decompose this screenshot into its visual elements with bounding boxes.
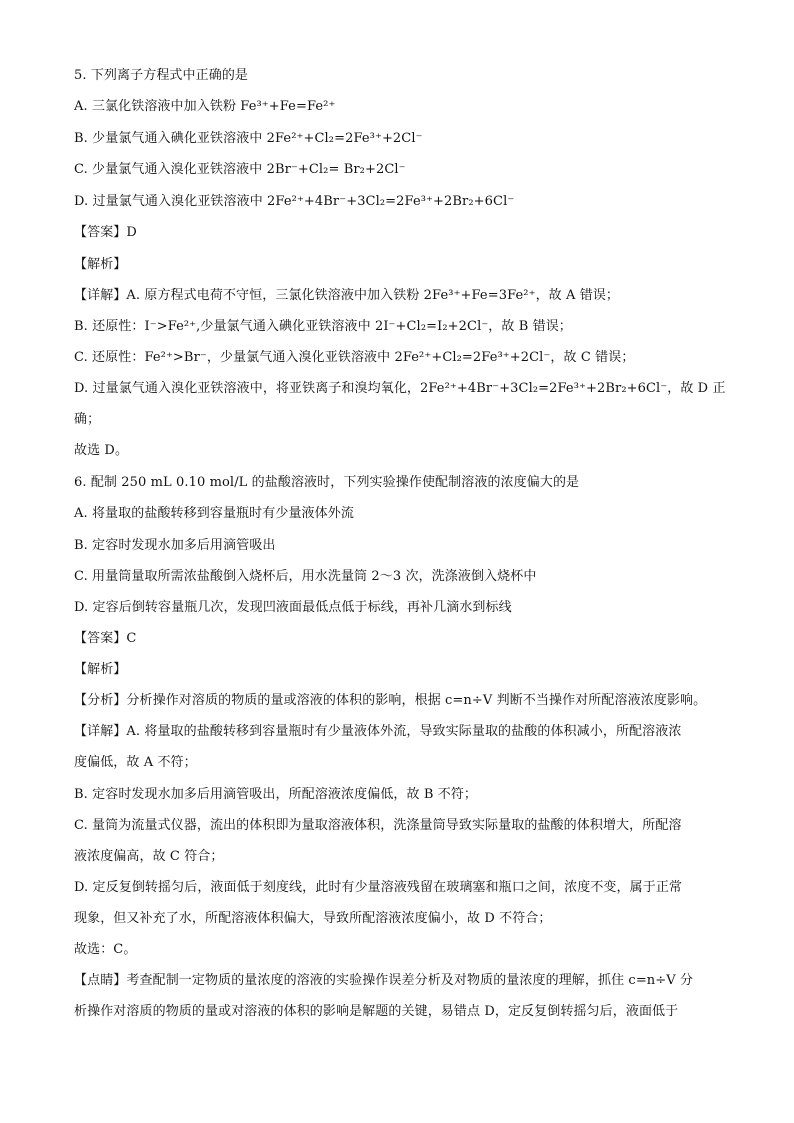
q6-option-b: B. 定容时发现水加多后用滴管吸出 xyxy=(74,538,276,553)
q5-detail-c: C. 还原性：Fe²⁺>Br⁻，少量氯气通入溴化亚铁溶液中 2Fe²⁺+Cl₂=2Fe³⁺+2Cl⁻，故 C 错误； xyxy=(74,350,635,365)
q5-detail-d: D. 过量氯气通入溴化亚铁溶液中，将亚铁离子和溴均氧化，2Fe²⁺+4Br⁻+3Cl₂=2Fe³⁺+2Br₂+6Cl⁻，故 D 正 xyxy=(74,381,726,396)
q5-detail-a: 【详解】A. 原方程式电荷不守恒，三氯化铁溶液中加入铁粉 2Fe³⁺+Fe=3Fe²⁺，故 A 错误； xyxy=(74,288,620,303)
question-6-stem: 6. 配制 250 mL 0.10 mol/L 的盐酸溶液时，下列实验操作使配制溶液的浓度偏大的是 xyxy=(74,475,580,490)
q6-detail-a: 【详解】A. 将量取的盐酸转移到容量瓶时有少量液体外流，导致实际量取的盐酸的体积减小，所配溶液浓 xyxy=(74,724,682,739)
q6-detail-c-cont: 液浓度偏高，故 C 符合； xyxy=(74,849,224,864)
q6-analysis: 【分析】分析操作对溶质的物质的量或溶液的体积的影响，根据 c=n÷V 判断不当操作对所配溶液浓度影响。 xyxy=(74,693,707,708)
q6-key-point: 【点睛】考查配制一定物质的量浓度的溶液的实验操作误差分析及对物质的量浓度的理解，抓住 c=n÷V 分 xyxy=(74,973,694,988)
q5-detail-b: B. 还原性：I⁻>Fe²⁺,少量氯气通入碘化亚铁溶液中 2I⁻+Cl₂=I₂+2Cl⁻，故 B 错误； xyxy=(74,319,572,334)
q5-option-a: A. 三氯化铁溶液中加入铁粉 Fe³⁺+Fe=Fe²⁺ xyxy=(74,99,336,114)
q5-option-c: C. 少量氯气通入溴化亚铁溶液中 2Br⁻+Cl₂= Br₂+2Cl⁻ xyxy=(74,162,406,177)
question-5-stem: 5. 下列离子方程式中正确的是 xyxy=(74,68,249,83)
q5-conclusion: 故选 D。 xyxy=(74,443,129,458)
q6-detail-d-cont: 现象，但又补充了水，所配溶液体积偏大，导致所配溶液浓度偏小，故 D 不符合； xyxy=(74,911,552,926)
q6-detail-a-cont: 度偏低，故 A 不符； xyxy=(74,755,197,770)
q5-analysis-heading: 【解析】 xyxy=(74,257,127,272)
q6-option-d: D. 定容后倒转容量瓶几次，发现凹液面最低点低于标线，再补几滴水到标线 xyxy=(74,600,512,615)
q6-detail-d: D. 定反复倒转摇匀后，液面低于刻度线，此时有少量溶液残留在玻璃塞和瓶口之间，浓度不变，属于正常 xyxy=(74,880,683,895)
q5-detail-d-cont: 确； xyxy=(74,412,101,427)
q6-detail-b: B. 定容时发现水加多后用滴管吸出，所配溶液浓度偏低，故 B 不符； xyxy=(74,787,478,802)
q6-option-c: C. 用量筒量取所需浓盐酸倒入烧杯后，用水洗量筒 2～3 次，洗涤液倒入烧杯中 xyxy=(74,569,537,584)
q6-answer: 【答案】C xyxy=(74,631,137,646)
q5-option-b: B. 少量氯气通入碘化亚铁溶液中 2Fe²⁺+Cl₂=2Fe³⁺+2Cl⁻ xyxy=(74,131,423,146)
q6-conclusion: 故选：C。 xyxy=(74,942,137,957)
q6-option-a: A. 将量取的盐酸转移到容量瓶时有少量液体外流 xyxy=(74,506,354,521)
q6-detail-c: C. 量筒为流量式仪器，流出的体积即为量取溶液体积，洗涤量筒导致实际量取的盐酸的体积增大，所配溶 xyxy=(74,818,682,833)
q6-key-point-cont: 析操作对溶质的物质的量或对溶液的体积的影响是解题的关键，易错点 D，定反复倒转摇匀后，液面低于 xyxy=(74,1004,679,1019)
q6-analysis-heading: 【解析】 xyxy=(74,662,127,677)
q5-option-d: D. 过量氯气通入溴化亚铁溶液中 2Fe²⁺+4Br⁻+3Cl₂=2Fe³⁺+2Br₂+6Cl⁻ xyxy=(74,194,515,209)
q5-answer: 【答案】D xyxy=(74,225,137,240)
